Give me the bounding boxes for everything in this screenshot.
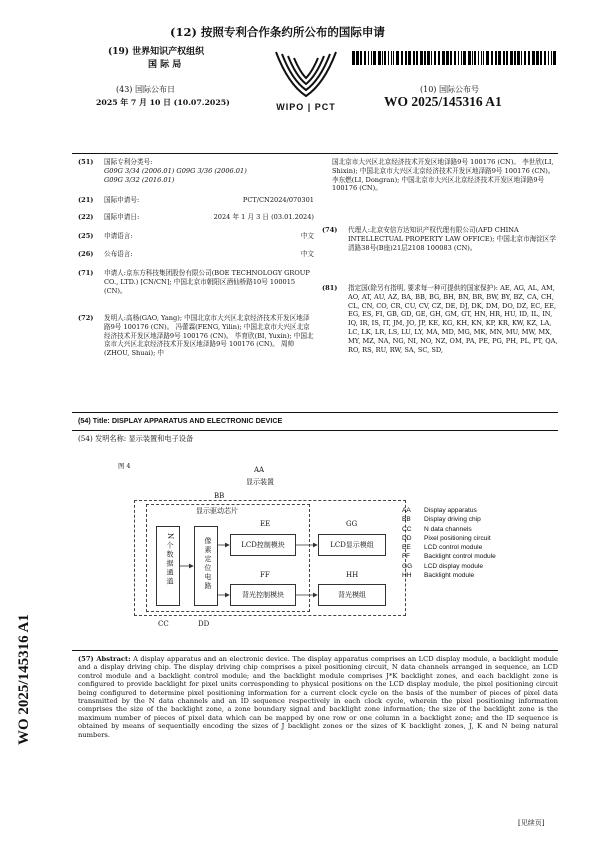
divider xyxy=(72,153,558,154)
barcode-bar xyxy=(442,51,445,65)
org-name: (19) 世界知识产权组织 xyxy=(108,47,205,57)
barcode-bar xyxy=(408,51,411,65)
title-english: (54) Title: DISPLAY APPARATUS AND ELECTRONIC DEVICE xyxy=(78,416,283,425)
barcode-bar xyxy=(503,51,505,65)
barcode-bar xyxy=(472,51,473,65)
barcode-bar xyxy=(382,51,383,65)
pubdate-label: (43) 国际公布日 xyxy=(116,85,175,94)
barcode-bar xyxy=(356,51,359,65)
barcode-bar xyxy=(544,51,546,65)
barcode-bar xyxy=(495,51,497,65)
divider xyxy=(72,430,558,431)
barcode-bar xyxy=(427,51,430,65)
figure-label: 图 4 xyxy=(118,462,131,470)
backlight-control-text: 背光控制模块 xyxy=(242,591,284,599)
barcode-bar xyxy=(483,51,484,65)
legend-key: CC xyxy=(402,525,412,533)
barcode-bar xyxy=(378,51,381,65)
barcode-bar xyxy=(461,51,462,65)
divider xyxy=(72,412,558,413)
barcode-bar xyxy=(481,51,482,65)
barcode-bar xyxy=(540,51,542,65)
field-25: (25) 申请语言: 中文 xyxy=(78,232,314,240)
barcode-bar xyxy=(532,51,535,65)
barcode-bar xyxy=(388,51,389,65)
barcode-bar xyxy=(536,51,539,65)
publication-number: WO 2025/145316 A1 xyxy=(384,94,502,109)
barcode-bar xyxy=(384,51,386,65)
label-AA-cn: 显示装置 xyxy=(246,478,274,486)
document-title: (12) 按照专利合作条约所公布的国际申请 xyxy=(170,25,385,39)
inventors-continued: 国北京市大兴区北京经济技术开发区地泽路9号 100176 (CN)。 李世欣(LI, Shixin); 中国北京市大兴区北京经济技术开发区地泽路9号 100176 (CN)。 李东燃(LI, Dongran); 中国北京市大兴区北京经济技术开发区地泽路9号 100176 (CN)。 xyxy=(332,158,555,193)
barcode-bar xyxy=(424,51,426,65)
legend-value: LCD display module xyxy=(424,562,484,570)
barcode-bar xyxy=(438,51,440,65)
label-BB: BB xyxy=(214,492,225,500)
barcode-bar xyxy=(450,51,452,65)
label-GG: GG xyxy=(346,520,358,528)
barcode-bar xyxy=(468,51,471,65)
divider xyxy=(72,650,558,651)
title-chinese: (54) 发明名称: 显示装置和电子设备 xyxy=(78,434,194,443)
barcode-bar xyxy=(431,51,432,65)
pixel-positioning-text: 像素定位电路 xyxy=(204,537,212,591)
legend-key: DD xyxy=(402,534,412,542)
barcode-bar xyxy=(413,51,415,65)
barcode-bar xyxy=(548,51,549,65)
label-EE: EE xyxy=(260,520,271,528)
field-81: (81) 指定国(除另有指明, 要求每一种可提供的国家保护): AE, AG, AL, AM, AO, AT, AU, AZ, BA, BB, BG, BH, BN, BR, BW, BY, BZ, CA, CH, CL, CN, CO, CR, CU, CV, CZ, DE, DJ, DK, DM, DO, DZ, EC, EE, EG, ES, FI, GB, GD, GE, GH, GM, GT, HN, HR, HU, ID, IL, IN, IQ, IR, IS, IT, JM, JO, JP, KE, KG, KH, KN, KP, KR, KW, KZ, LA, LC, LK, LR, LS, LU, LY, MA, MD, MG, MK, MN, MU, MW, MX, MY, MZ, NA, NG, NI, NO, NZ, OM, PA, PE, PG, PH, PL, PT, QA, RO, RS, RU, RW, SA, SC, SD, xyxy=(322,284,558,354)
figure-arrows xyxy=(110,460,410,640)
barcode-bar xyxy=(364,51,366,65)
field-74: (74) 代理人:北京安信方达知识产权代理有限公司(AFD CHINA INTELLECTUAL PROPERTY LAW OFFICE); 中国北京市海淀区学清路38号(B座)21层2108 100083 (CN)。 xyxy=(322,226,556,252)
label-BB-cn: 显示驱动芯片 xyxy=(196,507,238,515)
barcode-bar xyxy=(454,51,456,65)
abstract-label: (57) Abstract: xyxy=(78,655,131,663)
legend-row xyxy=(402,571,552,580)
barcode-bar xyxy=(393,51,394,65)
n-data-channels-text: N个数据通道 xyxy=(166,533,174,587)
barcode-bar xyxy=(373,51,376,65)
org-bureau: 国 际 局 xyxy=(148,60,182,70)
barcode-bar xyxy=(420,51,423,65)
field-26: (26) 公布语言: 中文 xyxy=(78,250,314,258)
legend-key: HH xyxy=(402,572,412,580)
field-72: (72) 发明人:高杨(GAO, Yang); 中国北京市大兴区北京经济技术开发区地泽路9号 100176 (CN)。 冯蕾霖(FENG, Yilin); 中国北京市大兴区北京经济技术开发区地泽路9号 100176 (CN)。 毕育欣(BI, Yuxin); 中国北京市大兴区北京经济技术开发区地泽路9号 100176 (CN)。 周帅(ZHOU, Shuai); 中 xyxy=(78,314,314,358)
figure-4 xyxy=(110,460,560,640)
legend-value: Display apparatus xyxy=(424,507,477,514)
legend-row xyxy=(402,506,552,515)
barcode-bar xyxy=(474,51,476,65)
legend-row xyxy=(402,525,552,534)
barcode-bar xyxy=(478,51,479,65)
legend-value: N data channels xyxy=(424,525,472,533)
legend-key: FF xyxy=(402,553,411,561)
legend-row xyxy=(402,552,552,561)
barcode-bar xyxy=(416,51,418,65)
legend-row xyxy=(402,515,552,524)
backlight-module-text: 背光模组 xyxy=(338,591,366,599)
legend-key: AA xyxy=(402,507,411,514)
field-21: (21) 国际申请号: PCT/CN2024/070301 xyxy=(78,196,314,204)
barcode-bar xyxy=(463,51,466,65)
barcode-bar xyxy=(521,51,522,65)
legend-value: Backlight module xyxy=(424,572,475,580)
barcode-bar xyxy=(401,51,403,65)
barcode-bar xyxy=(524,51,526,65)
barcode-bar xyxy=(528,51,530,65)
barcode-bar xyxy=(360,51,362,65)
wipo-logo-text: WIPO | PCT xyxy=(276,102,336,112)
label-CC: CC xyxy=(158,620,169,628)
continued-note: [见续页] xyxy=(518,819,545,827)
ipc-classes: G09G 3/34 (2006.01) G09G 3/36 (2006.01) G09G 3/32 (2016.01) xyxy=(104,166,247,184)
barcode-bar xyxy=(458,51,459,65)
barcode-bar xyxy=(506,51,508,65)
label-FF: FF xyxy=(260,571,270,579)
barcode-bar xyxy=(498,51,501,65)
figure-legend xyxy=(402,506,552,580)
legend-value: Backlight control module xyxy=(424,553,496,561)
barcode-bar xyxy=(491,51,493,65)
lcd-display-text: LCD显示模组 xyxy=(330,541,374,549)
barcode-bar xyxy=(391,51,392,65)
legend-row xyxy=(402,534,552,543)
field-71: (71) 申请人:京东方科技集团股份有限公司(BOE TECHNOLOGY GROUP CO., LTD.) [CN/CN]; 中国北京市朝阳区酒仙桥路10号 100015 (CN)。 xyxy=(78,269,310,295)
barcode-bar xyxy=(553,51,556,65)
lcd-control-text: LCD控制模块 xyxy=(241,541,285,549)
barcode-bar xyxy=(352,51,355,65)
barcode-bar xyxy=(510,51,513,65)
wipo-logo xyxy=(268,44,344,116)
legend-value: LCD control module xyxy=(424,544,483,552)
pubno-label: (10) 国际公布号 xyxy=(420,85,479,94)
barcode-bar xyxy=(517,51,520,65)
label-DD: DD xyxy=(198,620,210,628)
legend-value: Pixel positioning circuit xyxy=(424,534,491,542)
barcode-bar xyxy=(396,51,399,65)
legend-row xyxy=(402,562,552,571)
barcode-bar xyxy=(551,51,552,65)
field-22: (22) 国际申请日: 2024 年 1 月 3 日 (03.01.2024) xyxy=(78,213,314,221)
label-AA: AA xyxy=(254,466,265,474)
field-51: (51) 国际专利分类号: G09G 3/34 (2006.01) G09G 3/36 (2006.01) G09G 3/32 (2016.01) xyxy=(78,158,314,184)
barcode xyxy=(352,50,558,64)
barcode-bar xyxy=(446,51,449,65)
legend-key: GG xyxy=(402,562,413,570)
legend-row xyxy=(402,543,552,552)
barcode-bar xyxy=(371,51,372,65)
side-publication-number: WO 2025/145316 A1 xyxy=(16,614,32,745)
barcode-bar xyxy=(368,51,369,65)
abstract xyxy=(78,655,558,739)
barcode-bar xyxy=(434,51,436,65)
barcode-bar xyxy=(514,51,516,65)
abstract-text: A display apparatus and an electronic device. The display apparatus comprises an LCD display module, a backlight module and a display driving chip. The display driving chip comprises a pixel positioning circuit, N data channels arranged in sequence, an LCD control module and a backlight control module; and the backlight module comprises J*K backlight zones, and each backlight zone is configured to provide backlight for pixel units corresponding to physical positions on the LCD display module, the pixel positioning circuit being configured to determine pixel positioning information for a current clock cycle on the basis of the number of pieces of pixel data transmitted by the N data channels and an ID sequence respectively in each clock cycle, wherein the pixel positioning information comprises the size of the backlight zone, a zone boundary signal and backlight zone information; the size of the backlight zone is the maximum number of pieces of pixel data which can be mapped by one row or one column in a backlight zone; and the ID sequence is obtained by means of sequentially encoding the sizes of J backlight zones or the sizes of K backlight zones, J, K and N being natural numbers. xyxy=(78,655,558,739)
barcode-bar xyxy=(405,51,407,65)
legend-key: BB xyxy=(402,516,411,524)
legend-key: EE xyxy=(402,544,411,552)
pubdate: 2025 年 7 月 10 日 (10.07.2025) xyxy=(96,98,230,107)
label-HH: HH xyxy=(346,571,359,579)
barcode-bar xyxy=(486,51,489,65)
legend-value: Display driving chip xyxy=(424,516,481,524)
